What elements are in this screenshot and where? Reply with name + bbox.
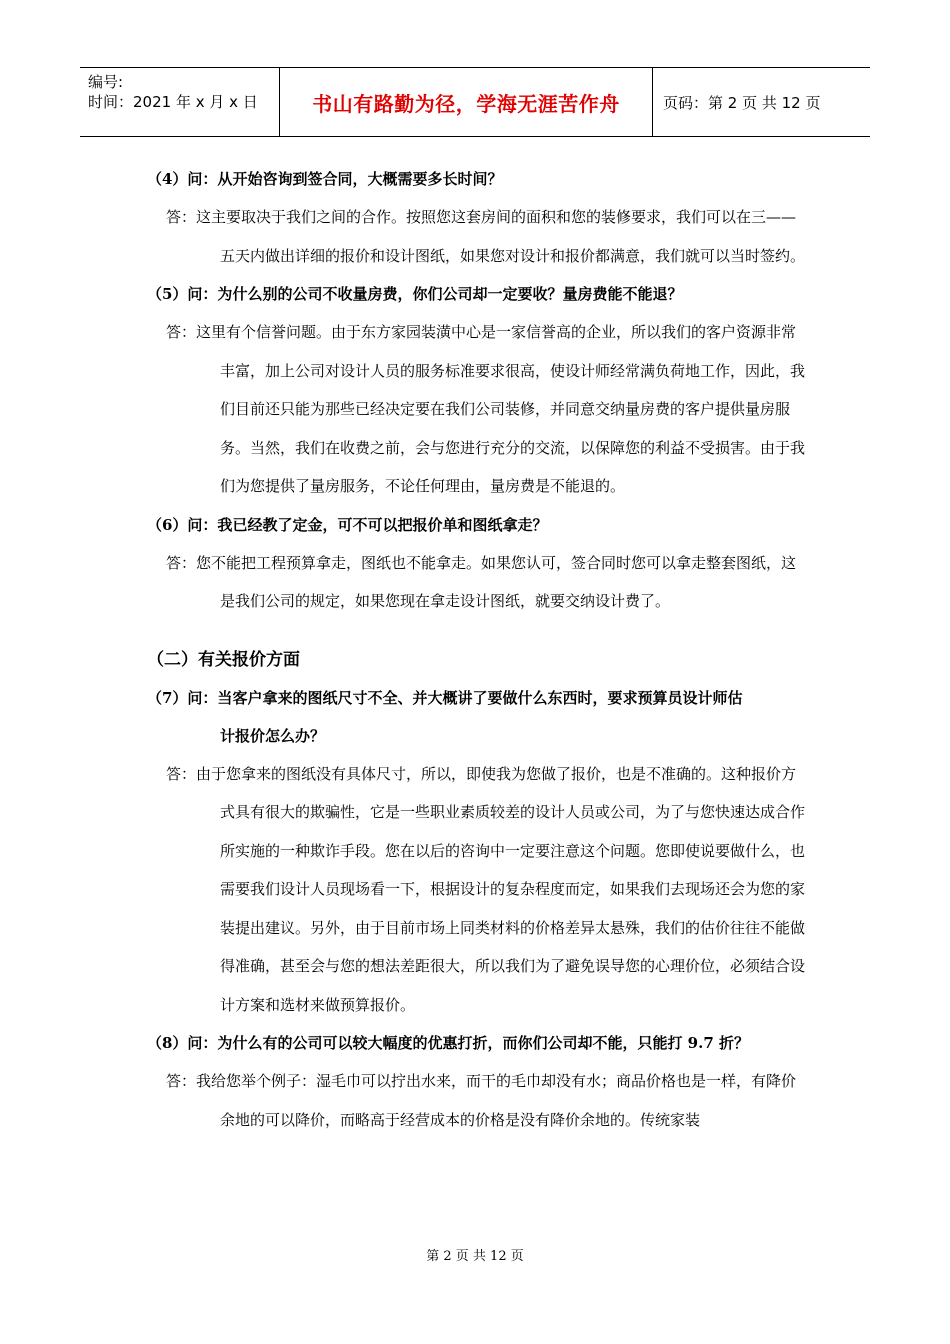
question-7-line2: 计报价怎么办？ — [220, 726, 326, 745]
answer-7: 答：由于您拿来的图纸没有具体尺寸，所以，即使我为您做了报价，也是不准确的。这种报价方式具有很大的欺骗性，它是一些职业素质较差的设计人员或公司，为了与您快速达成合作所实施的一种欺诈手段。您在以后的咨询中一定要注意这个问题。您即使说要做什么，也需要我们设计人员现场看一下，根据设计的复杂程度而定，如果我们去现场还会为您的家装提出建议。另外，由于目前市场上同类材料的价格差异太悬殊，我们的估价往往不能做得准确，甚至会与您的想法差距很大，所以我们为了避免误导您的心理价位，必须结合设计方案和选材来做预算报价。 — [166, 764, 806, 1014]
question-7 — [0, 679, 950, 755]
answer-8: 答：我给您举个例子：湿毛巾可以拧出水来，而干的毛巾却没有水；商品价格也是一样，有降价余地的可以降价，而略高于经营成本的价格是没有降价余地的。传统家装 — [166, 1072, 797, 1129]
page-footer: 第 2 页 共 12 页 — [426, 1249, 524, 1264]
document-body — [0, 160, 950, 1139]
question-6: （6）问：我已经教了定金，可不可以把报价单和图纸拿走？ — [147, 515, 548, 534]
header-meta — [80, 68, 280, 136]
page-header — [80, 67, 870, 137]
section-title: （二）有关报价方面 — [147, 649, 300, 670]
question-8: （8）问：为什么有的公司可以较大幅度的优惠打折，而你们公司却不能，只能打 9.7 折？ — [147, 1034, 749, 1052]
question-4: （4）问：从开始咨询到签合同，大概需要多长时间？ — [147, 170, 503, 188]
question-7-line1: （7）问：当客户拿来的图纸尺寸不全、并大概讲了要做什么东西时，要求预算员设计师估 — [147, 688, 743, 707]
answer-4: 答：这主要取决于我们之间的合作。按照您这套房间的面积和您的装修要求，我们可以在三——五天内做出详细的报价和设计图纸，如果您对设计和报价都满意，我们就可以当时签约。 — [166, 208, 806, 265]
number-label: 编号: — [88, 73, 124, 91]
question-5: （5）问：为什么别的公司不收量房费，你们公司却一定要收？量房费能不能退？ — [147, 285, 683, 303]
answer-5: 答：这里有个信誉问题。由于东方家园装潢中心是一家信誉高的企业，所以我们的客户资源非常丰富，加上公司对设计人员的服务标准要求很高，使设计师经常满负荷地工作，因此，我们目前还只能为那些已经决定要在我们公司装修，并同意交纳量房费的客户提供量房服务。当然，我们在收费之前，会与您进行充分的交流，以保障您的利益不受损害。由于我们为您提供了量房服务，不论任何理由，量房费是不能退的。 — [166, 323, 806, 495]
header-page-info: 页码：第 2 页 共 12 页 — [663, 93, 821, 112]
answer-6: 答：您不能把工程预算拿走，图纸也不能拿走。如果您认可，签合同时您可以拿走整套图纸，这是我们公司的规定，如果您现在拿走设计图纸，就要交纳设计费了。 — [166, 553, 797, 610]
time-label: 时间：2021 年 x 月 x 日 — [88, 93, 258, 111]
header-motto: 书山有路勤为径，学海无涯苦作舟 — [280, 68, 653, 136]
